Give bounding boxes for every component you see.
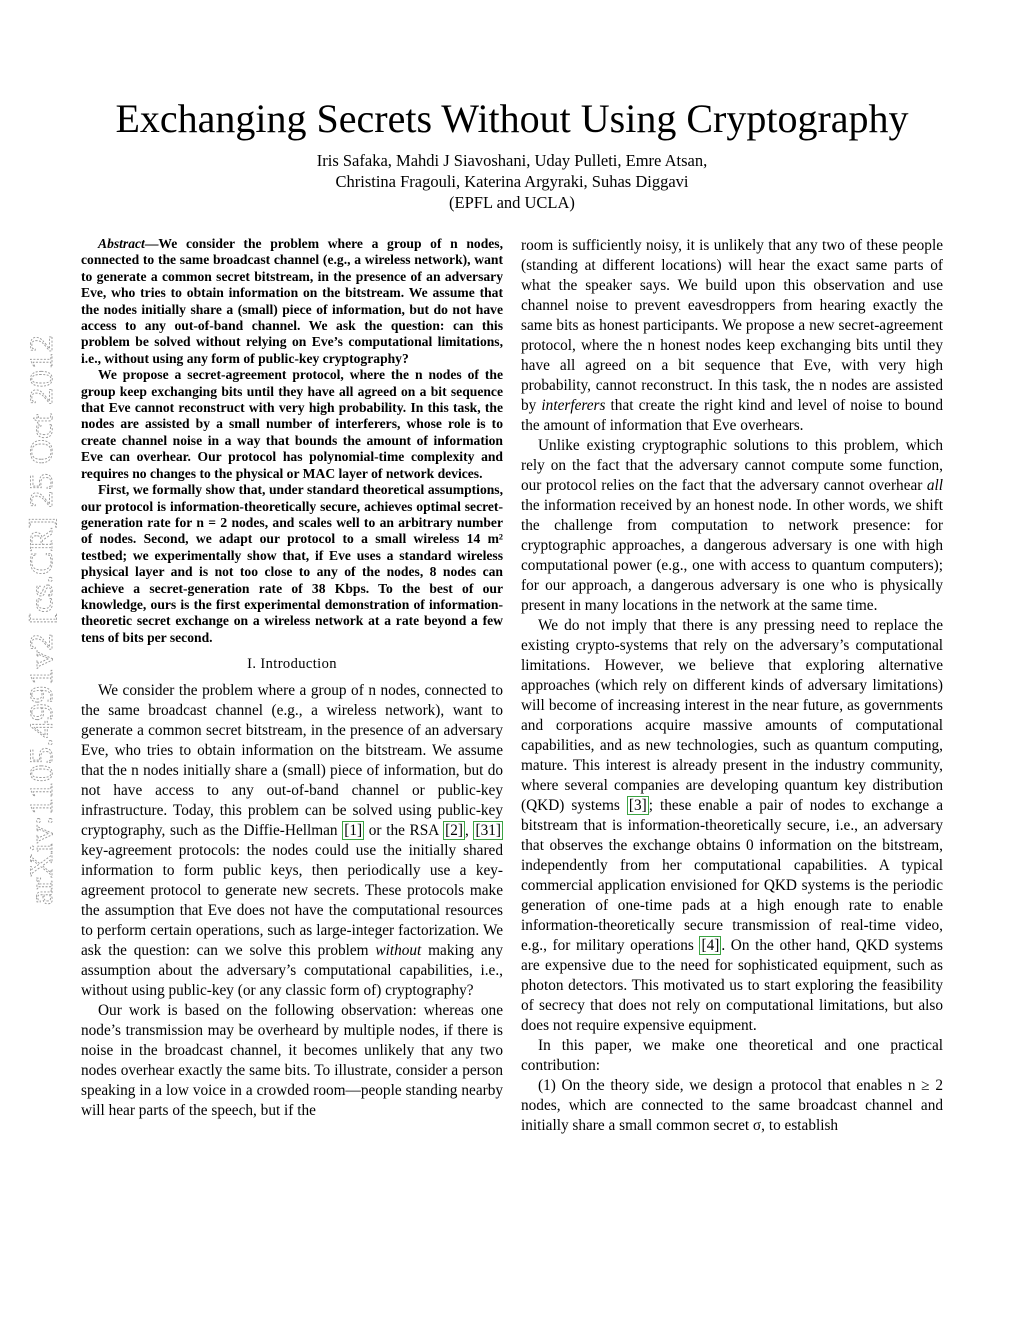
affiliation: (EPFL and UCLA) <box>449 193 575 212</box>
right-paragraph-5: (1) On the theory side, we design a protocol that enables n ≥ 2 nodes, which are connected to the same broadcast channel and initially share a small common secret σ, to establish <box>521 1077 943 1134</box>
section-heading-introduction: I. Introduction <box>247 656 337 673</box>
right-paragraph-2: Unlike existing cryptographic solutions to this problem, which rely on the fact that the adversary cannot compute some function, our protocol relies on the fact that the adversary cannot overhear all the information received by an honest node. In other words, we shift the challenge from computation to network presence: for cryptographic approaches, a dangerous adversary is one with high computational power (e.g., one with access to quantum computers); for our approach, a dangerous adversary is one who is physically present in many locations in the network at the same time. <box>521 437 943 614</box>
intro-paragraph-1: We consider the problem where a group of n nodes, connected to the same broadcast channel (e.g., a wireless network), want to generate a common secret bitstream, in the presence of an adversary Eve, who tries to obtain information on the bitstream. We assume that the n nodes initially share a (small) piece of information, but do not have access to any out-of-band channel or public-key infrastructure. Today, this problem can be solved using public-key cryptography, such as the Diffie-Hellman [1] or the RSA [2] , [31] key-agreement protocols: the nodes could use the initially shared information to form public keys, then periodically use a key-agreement protocol to generate new secrets. These protocols make the assumption that Eve does not have the computational resources to perform certain operations, such as large-integer factorization. We ask the question: can we solve this problem without making any assumption about the adversary’s computational capabilities, i.e., without using public-key (or any classic form of) cryptography? <box>81 682 503 1000</box>
right-paragraph-4: In this paper, we make one theoretical and one practical contribution: <box>521 1037 943 1074</box>
intro-paragraph-2: Our work is based on the following observation: whereas one node’s transmission may be overheard by multiple nodes, if there is noise in the broadcast channel, it becomes unlikely that any two nodes overhear exactly the same bits. To illustrate, consider a person speaking in a low voice in a crowded room—people standing nearby will hear parts of the speech, but if the <box>81 1002 503 1120</box>
authors-line-2: Christina Fragouli, Katerina Argyraki, Suhas Diggavi <box>335 172 689 191</box>
citation-link-2[interactable]: [2] <box>445 822 463 840</box>
right-paragraph-3: We do not imply that there is any pressing need to replace the existing crypto-systems that rely on the adversary’s computational limitations. However, we believe that exploring alternative approaches (which rely on different kinds of adversary limitations) will become of increasing interest in the near future, as governments and corporations acquire massive amounts of computational capabilities, and as new technologies, such as quantum computing, mature. This interest is already present in the industry community, where several companies are developing quantum key distribution (QKD) systems [3] ; these enable a pair of nodes to exchange a bitstream that is information-theoretically secure, i.e., an adversary that observes the exchange obtains 0 information on the bitstream, independently from her computational capabilities. A typical commercial application envisioned for QKD systems is the periodic generation of one-time pads at a high enough rate to enable information-theoretically secure transmission of real-time video, e.g., for military operations [4] . On the other hand, QKD systems are expensive due to the need for sophisticated equipment, such as photon detectors. This motivated us to start exploring the feasibility of secrecy that does not rely on computational limitations, but also does not require expensive equipment. <box>521 617 943 1034</box>
abstract-label: Abstract <box>98 236 145 251</box>
intro-body <box>81 681 503 1121</box>
citation-link-4[interactable]: [4] <box>701 937 720 954</box>
arxiv-stamp <box>20 330 60 910</box>
citation-link-3[interactable]: [3] <box>628 797 647 814</box>
abstract-paragraph-3: First, we formally show that, under standard theoretical assumptions, our protocol is information-theoretically secure, achieves optimal secret-generation rate for n = 2 nodes, and scales well to an arbitrary number of nodes. Second, we adapt our protocol to a small wireless 14 m² testbed; we experimentally show that, if Eve uses a standard wireless physical layer and is not too close to any of the nodes, 8 nodes can achieve a secret-generation rate of 38 Kbps. To the best of our knowledge, ours is the first experimental demonstration of information-theoretic secret exchange on a wireless network at a rate beyond a few tens of bits per second. <box>81 482 503 645</box>
abstract-paragraph-2: We propose a secret-agreement protocol, where the n nodes of the group keep exchanging bits until they have all agreed on a bit sequence that Eve cannot reconstruct with very high probability. In this task, the nodes are assisted by a small number of interferers, whose role is to create channel noise in a way that bounds the amount of information Eve can overhear. Our protocol has polynomial-time complexity and requires no changes to the physical or MAC layer of network devices. <box>81 367 503 481</box>
author-block <box>0 150 1024 213</box>
citation-link-31[interactable]: [31] <box>475 822 501 840</box>
authors-line-1: Iris Safaka, Mahdi J Siavoshani, Uday Pulleti, Emre Atsan, <box>316 151 708 170</box>
arxiv-stamp-text: arXiv:1105.4991v2 [cs.CR] 25 Oct 2012 <box>24 367 60 905</box>
paper-title: Exchanging Secrets Without Using Cryptography <box>115 96 909 141</box>
citation-link-1[interactable]: [1] <box>344 822 363 840</box>
right-column <box>521 236 943 1136</box>
abstract <box>81 236 503 646</box>
left-column <box>81 236 503 1121</box>
abstract-paragraph-1: Abstract—We consider the problem where a group of n nodes, connected to the same broadcast channel (e.g., a wireless network), want to generate a common secret bitstream, in the presence of an adversary Eve, who tries to obtain information on the bitstream. We assume that the nodes initially share a (small) piece of information, but do not have access to any out-of-band channel. We ask the question: can this problem be solved without relying on Eve’s computational limitations, i.e., without using any form of public-key cryptography? <box>81 236 503 366</box>
right-paragraph-1: room is sufficiently noisy, it is unlikely that any two of these people (standing at different locations) will hear the exact same parts of what the speaker says. We build upon this observation and use channel noise to prevent eavesdroppers from hearing exactly the same bits as honest participants. We propose a new secret-agreement protocol, where the n honest nodes keep exchanging bits until they have all agreed on a bit sequence that Eve, with very high probability, cannot reconstruct. In this task, the n nodes are assisted by interferers that create the right kind and level of noise to bound the amount of information that Eve overhears. <box>521 237 943 434</box>
